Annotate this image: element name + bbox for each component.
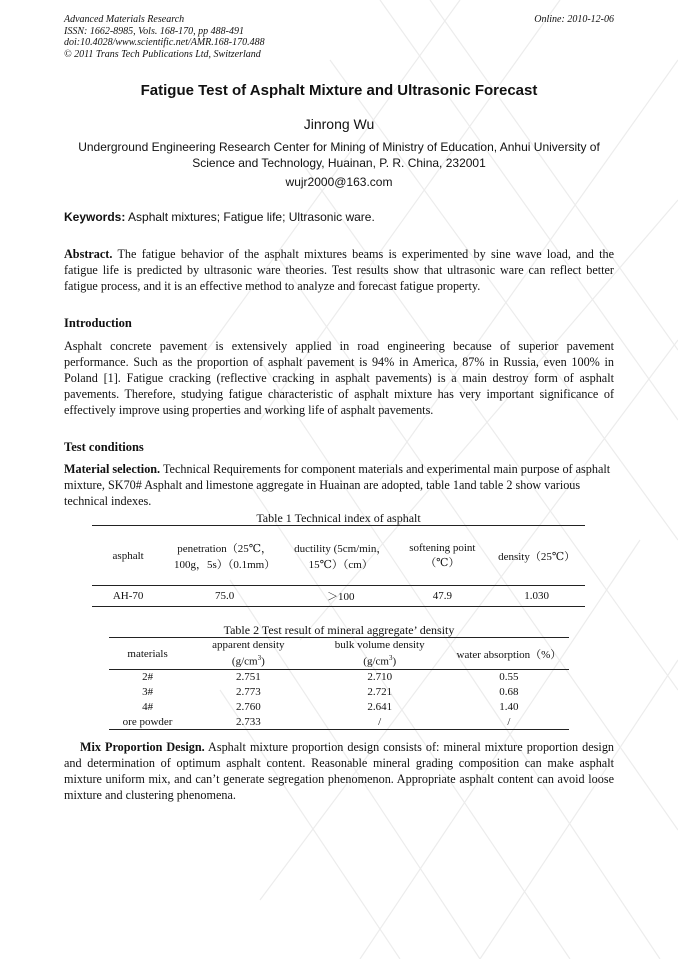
table1-cell: AH-70 (112, 590, 144, 602)
table-row (109, 700, 569, 715)
abstract (64, 246, 614, 294)
table2-header-cell: materials (127, 647, 168, 660)
table2-unit: g/cm (366, 655, 389, 668)
table2-cell: 1.40 (499, 701, 519, 713)
doi-line: doi:10.4028/www.scientific.net/AMR.168-170.488 (64, 37, 265, 48)
mix-proportion-text: Asphalt mixture proportion design consists of: mineral mixture proportion design and determination of optimum asphalt content. Reasonable mineral grading composition can make asphalt mixture uniform mix, and can’t generate segregation phenomenon. Appropriate asphalt content can avoid loose mixture and clustering phenomena. (64, 740, 615, 802)
table2-cell: 2.710 (367, 671, 393, 684)
keywords-label: Keywords: (64, 210, 126, 224)
affiliation: Underground Engineering Research Center for Mining of Ministry of Education, Anhui University of Science and Technology, Huainan, P. R. China, 232001 (78, 140, 600, 170)
author-name: Jinrong Wu (303, 116, 375, 132)
table2-cell: 4# (142, 701, 154, 713)
table1-header-cell: asphalt (112, 549, 144, 562)
table2-header-cell: apparent density $(g/cm^3)$ (212, 638, 285, 668)
table2-header-label: apparent density (212, 638, 285, 651)
author-email[interactable]: wujr2000@163.com (285, 175, 393, 189)
table1-cell: ＞100 (327, 591, 355, 603)
copyright-line: © 2011 Trans Tech Publications Ltd, Switzerland (64, 48, 261, 60)
keywords (64, 210, 614, 224)
table1-header-cell: ductility (5cm/min，15℃）（cm） (294, 542, 388, 571)
table-row (92, 586, 585, 607)
abstract-text: The fatigue behavior of the asphalt mixtures beams is experimented by sine wave load, and the fatigue life is predicted by ultrasonic ware theories. Test results show that ultrasonic ware can reflect better fatigue process, and it is an effective method to analyze and forecast fatigue property. (64, 247, 615, 293)
table2-cell: 2.733 (235, 715, 261, 728)
introduction-heading: Introduction (64, 316, 132, 330)
table2-header-cell: bulk volume density $(g/cm^3)$ (334, 638, 425, 668)
table2-cell: 2.641 (367, 701, 393, 713)
table2-cell: 2.751 (235, 671, 261, 684)
table2-cell: 0.55 (499, 671, 519, 684)
abstract-label: Abstract. (64, 247, 113, 261)
table2 (109, 637, 569, 730)
table1 (92, 525, 585, 607)
mix-proportion-label: Mix Proportion Design. (80, 740, 205, 754)
table1-cell: 1.030 (524, 590, 549, 602)
table2-cell: / (507, 715, 511, 728)
table1-caption: Table 1 Technical index of asphalt (256, 511, 421, 525)
table2-cell: ore powder (122, 715, 173, 728)
material-selection-text: Technical Requirements for component materials and experimental main purpose of asphalt mixture, SK70# Asphalt and limestone aggregate in Huainan are adopted, table 1and table 2 show various technical indexes. (64, 462, 611, 508)
issn-line: ISSN: 1662-8985, Vols. 168-170, pp 488-491 (64, 25, 244, 37)
test-conditions-heading: Test conditions (64, 440, 144, 454)
material-selection (64, 461, 614, 509)
mix-proportion-design (64, 739, 614, 803)
table2-header-label: bulk volume density (334, 638, 425, 651)
keywords-text: Asphalt mixtures; Fatigue life; Ultrasonic ware. (128, 210, 375, 224)
paper-title: Fatigue Test of Asphalt Mixture and Ultrasonic Forecast (140, 82, 538, 99)
table1-cell: 47.9 (432, 590, 452, 602)
table2-caption: Table 2 Test result of mineral aggregate’ density (223, 623, 455, 637)
table2-cell: 2.760 (235, 701, 261, 713)
table1-cell: 75.0 (215, 590, 235, 602)
introduction-text: Asphalt concrete pavement is extensively applied in road engineering because of superior pavement performance. Such as the proportion of asphalt pavement is 94% in America, 87% in Russia, even 100% in Poland [1]. Fatigue cracking (reflective cracking in asphalt pavements) is a main destroy form of asphalt pavements. Therefore, studying fatigue characteristic of asphalt mixture has very important significance of effectively improve using properties and working life of asphalt pavements. (64, 339, 614, 417)
table2-header-row (109, 638, 569, 670)
material-selection-label: Material selection. (64, 462, 161, 476)
journal-name: Advanced Materials Research (64, 14, 185, 25)
table2-cell: 3# (142, 686, 154, 698)
table1-header-cell: penetration（25℃，100g，5s）（0.1mm） (174, 542, 276, 571)
table-row (109, 670, 569, 685)
table1-header-row (92, 526, 585, 586)
table2-cell: 2.773 (235, 686, 261, 698)
table2-header-cell: water absorption（%） (456, 648, 562, 661)
table2-unit: g/cm (235, 655, 258, 668)
online-date: Online: 2010-12-06 (534, 14, 614, 25)
table2-cell: 0.68 (499, 686, 519, 698)
table1-header-cell: density（25℃） (498, 550, 576, 563)
table1-header-cell: softening point（℃） (409, 541, 476, 569)
journal-header (64, 14, 265, 60)
table-row (109, 685, 569, 700)
table-row (109, 715, 569, 730)
table2-cell: 2.721 (367, 686, 393, 698)
table2-cell: 2# (142, 671, 154, 684)
table2-cell: / (378, 715, 382, 728)
